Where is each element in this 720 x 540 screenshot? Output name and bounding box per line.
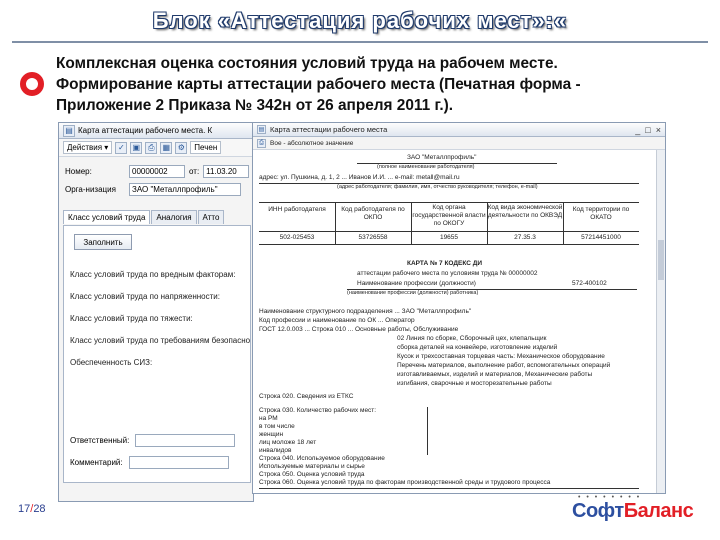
card-caption: (наименование профессии (должности) работника) <box>347 290 479 296</box>
description-line: Приложение 2 Приказа № 342н от 26 апреля 2011 г.). <box>56 97 454 114</box>
title-divider <box>12 41 708 43</box>
page-number <box>18 503 46 515</box>
comment-label: Комментарий: <box>70 458 123 467</box>
print-icon[interactable]: ⎙ <box>145 142 157 154</box>
doc-line: Наименование структурного подразделения ... ЗАО "Металлпрофиль" <box>259 308 472 315</box>
class-line: Класс условий труда по напряженности: <box>70 292 220 301</box>
print-toolbar <box>253 137 665 150</box>
tab-attestation[interactable]: Атто <box>198 210 225 224</box>
doc-line: женщин <box>259 431 284 438</box>
vertical-scrollbar[interactable] <box>656 150 665 493</box>
slide-description <box>56 53 696 116</box>
document-icon: ▤ <box>63 125 75 137</box>
table-cell: 53726558 <box>358 234 388 241</box>
scrollbar-thumb[interactable] <box>658 240 664 280</box>
organization-label: Орга-низация <box>65 185 116 194</box>
class-line: Обеспеченность СИЗ: <box>70 358 153 367</box>
doc-line: Код профессии и наименование по ОК ... Оператор <box>259 317 415 324</box>
table-rule <box>259 488 639 489</box>
section-title: Строка 020. Сведения из ЕТКС <box>259 393 354 400</box>
doc-line: Строка 060. Оценка условий труда по факторам производственной среды и трудового процесса <box>259 479 551 486</box>
maximize-icon[interactable]: □ <box>645 125 651 135</box>
table-header: Код территории по ОКАТО <box>572 206 630 221</box>
form-tabs <box>63 210 224 224</box>
address-line: адрес: ул. Пушкина, д. 1, 2 ... Иванов И.И. ... e-mail: metall@mail.ru <box>259 174 460 181</box>
description-line: Комплексная оценка состояния условий труда на рабочем месте. <box>56 55 558 72</box>
minimize-icon[interactable]: _ <box>635 125 641 135</box>
page-total: 28 <box>33 503 46 515</box>
responsible-label: Ответственный: <box>70 436 130 445</box>
doc-line: лиц моложе 18 лет <box>259 439 317 446</box>
table-col-rule <box>427 407 428 455</box>
window-controls <box>635 125 661 135</box>
print-title: Карта аттестации рабочего места <box>270 125 388 134</box>
attestation-card-form-window <box>58 122 254 502</box>
doc-line: ГОСТ 12.0.003 ... Строка 010 ... Основные работы, Обслуживание <box>259 326 459 333</box>
card-profession: Наименование профессии (должности) <box>357 280 476 287</box>
table-cell: 19655 <box>439 234 459 241</box>
doc-line: Строка 050. Оценка условий труда <box>259 471 365 478</box>
doc-line: Используемые материалы и сырье <box>259 463 365 470</box>
tab-work-conditions-class[interactable]: Класс условий труда <box>63 210 150 224</box>
doc-line: сборка деталей на конвейере, изготовление изделий <box>397 344 558 351</box>
number-field[interactable]: 00000002 <box>129 165 185 178</box>
bullet-circle-icon <box>20 72 44 96</box>
form-toolbar <box>59 139 253 157</box>
description-line: Формирование карты аттестации рабочего места (Печатная форма - <box>56 76 581 93</box>
number-row <box>65 165 249 178</box>
number-label: Номер: <box>65 167 92 176</box>
doc-line: в том числе <box>259 423 295 430</box>
page-current: 17 <box>18 503 31 515</box>
organization-row <box>65 183 241 196</box>
print-document <box>257 152 653 490</box>
doc-line: Перечень материалов, выполнение работ, вспомогательных операций <box>397 362 611 369</box>
tab-analogy[interactable]: Аналогия <box>151 210 196 224</box>
responsible-row <box>70 434 235 447</box>
form-title: Карта аттестации рабочего места. К <box>78 126 213 135</box>
table-cell: 57214451000 <box>581 234 621 241</box>
footer-dots: • • • • • • • • <box>578 494 642 501</box>
doc-line: изгибания, сварочные и мосторезательные работы <box>397 380 552 387</box>
org-name: ЗАО "Металлпрофиль" <box>407 154 477 161</box>
post-icon[interactable]: ▣ <box>130 142 142 154</box>
organization-field[interactable]: ЗАО "Металлпрофиль" <box>129 183 241 196</box>
tab-panel <box>63 225 251 483</box>
settings-icon[interactable]: ⚙ <box>175 142 187 154</box>
class-line: Класс условий труда по тяжести: <box>70 314 193 323</box>
softbalance-logo <box>572 500 693 523</box>
doc-line: на РМ <box>259 415 278 422</box>
fill-button[interactable]: Заполнить <box>74 234 132 250</box>
class-line: Класс условий труда по вредным факторам: <box>70 270 236 279</box>
card-title: КАРТА № 7 КОДЕКС ДИ <box>407 260 483 267</box>
logo-part-balance: Баланс <box>623 500 694 522</box>
print-toolbar-text: Вое - абсолютное значение <box>270 139 354 147</box>
doc-line: инвалидов <box>259 447 292 454</box>
class-line: Класс условий труда по требованиям безопасно <box>70 336 251 345</box>
org-caption: (полное наименование работодателя) <box>377 164 475 170</box>
close-icon[interactable]: × <box>655 125 661 135</box>
form-title-bar <box>59 123 253 139</box>
responsible-field[interactable] <box>135 434 235 447</box>
print-menu-button[interactable]: Печен <box>190 141 221 154</box>
table-rule <box>259 202 639 203</box>
slide-title: Блок «Аттестация рабочих мест»:« <box>152 8 568 33</box>
address-caption: (адрес работодателя; фамилия, имя, отчество руководителя; телефон, e-mail) <box>337 184 538 190</box>
doc-line: 02 Линия по сборке, Сборочный цех, клепальщик <box>397 335 547 342</box>
card-code: 572-400102 <box>572 280 607 287</box>
doc-line: изготавливаемых, изделий и материалов, Механические работы <box>397 371 593 378</box>
page-separator: / <box>30 503 34 515</box>
doc-line: Строка 030. Количество рабочих мест: <box>259 407 377 414</box>
doc-line: Кусок и трехсоставная торцевая часть: Механическое оборудование <box>397 353 605 360</box>
table-cell: 502-025453 <box>279 234 315 241</box>
print-title-bar <box>253 123 665 137</box>
print-icon[interactable]: ⎙ <box>257 139 266 148</box>
table-rule <box>259 244 639 245</box>
print-form-window <box>252 122 666 494</box>
doc-line: Строка 040. Используемое оборудование <box>259 455 385 462</box>
date-field[interactable]: 11.03.20 <box>203 165 249 178</box>
comment-row <box>70 456 229 469</box>
structure-icon[interactable]: ▦ <box>160 142 172 154</box>
table-header: ИНН работодателя <box>268 206 326 213</box>
table-header: Код работодателя по ОКПО <box>341 206 405 221</box>
actions-menu-button[interactable]: Действия ▾ <box>63 141 112 154</box>
document-icon: ▤ <box>258 127 265 133</box>
comment-field[interactable] <box>129 456 229 469</box>
table-header: Код органа государственной власти по ОКОГУ <box>412 204 486 227</box>
from-label: от: <box>189 167 200 176</box>
table-header: Код вида экономической деятельности по ОКВЭД <box>487 204 563 219</box>
table-cell: 27.35.3 <box>514 234 536 241</box>
table-rule <box>259 231 639 232</box>
logo-part-soft: Софт <box>572 500 624 522</box>
card-subtitle: аттестации рабочего места по условиям труда № 00000002 <box>357 270 538 277</box>
save-icon[interactable]: ✓ <box>115 142 127 154</box>
